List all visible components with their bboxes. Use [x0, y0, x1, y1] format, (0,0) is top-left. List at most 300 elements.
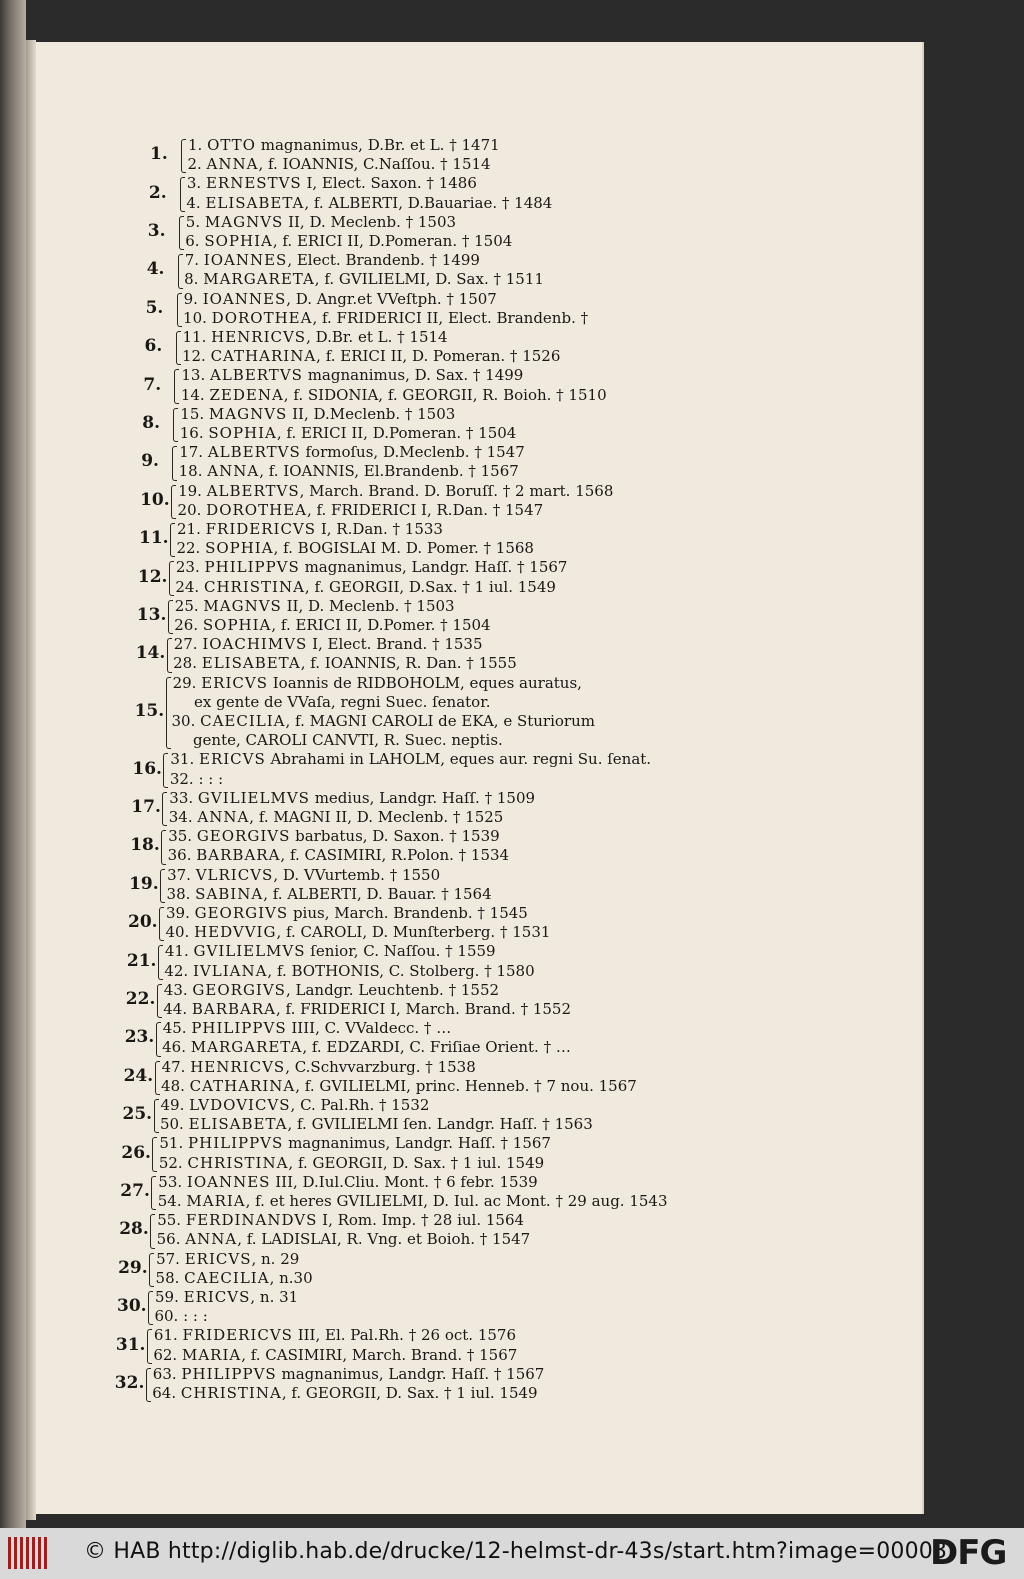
- genealogy-entry: [158, 1173, 537, 1192]
- entry-number: 55.: [157, 1211, 186, 1230]
- entry-number: 54.: [157, 1192, 187, 1210]
- entry-name: SABINA: [195, 884, 264, 903]
- genealogy-entry: [176, 558, 568, 577]
- entry-number: 23.: [175, 558, 205, 577]
- group-number: 5.: [145, 297, 164, 318]
- entry-text: , f. CASIMIRI, R.Polon. † 1534: [280, 846, 510, 865]
- entry-name: ALBERTVS: [207, 443, 301, 462]
- entry-number: 1.: [188, 136, 208, 154]
- entry-text: magnanimus, Landgr. Haſſ. † 1567: [299, 558, 568, 577]
- group-brace: [160, 869, 165, 903]
- entry-number: 33.: [169, 788, 198, 807]
- group-brace: [154, 1099, 159, 1133]
- entry-text: , D. Angr.et VVeſtph. † 1507: [286, 289, 497, 308]
- genealogy-entry: [159, 1134, 551, 1153]
- group-number: 6.: [144, 336, 163, 357]
- entry-number: 6.: [185, 232, 205, 250]
- entry-name: VLRICVS: [195, 865, 274, 884]
- entry-number: 26.: [174, 616, 203, 634]
- genealogy-entry: [163, 1019, 452, 1038]
- genealogy-entry: [184, 270, 544, 289]
- entry-name: IOANNES: [202, 289, 287, 308]
- group-number: 23.: [124, 1027, 155, 1048]
- group-number: 8.: [142, 413, 161, 433]
- group-brace: [178, 254, 183, 288]
- entry-text: , n.30: [269, 1268, 313, 1287]
- group-number: 22.: [125, 989, 156, 1009]
- entry-name: CATHARINA: [189, 1076, 296, 1095]
- dfg-logo: DFG: [930, 1533, 1007, 1573]
- entry-number: 3.: [186, 174, 206, 193]
- entry-name: GEORGIVS: [194, 904, 289, 922]
- entry-text: , f. EDZARDI, C. Friſiae Orient. † …: [302, 1038, 571, 1057]
- entry-number: 7.: [184, 251, 204, 270]
- entry-name: BARBARA: [196, 846, 281, 865]
- entry-name: MARIA: [186, 1192, 246, 1210]
- group-brace: [161, 830, 166, 864]
- book-spine-shadow: [26, 40, 36, 1520]
- entry-number: 59.: [155, 1288, 184, 1306]
- genealogy-entry: [162, 1038, 571, 1057]
- entry-text: formoſus, D.Meclenb. † 1547: [300, 443, 525, 462]
- entry-number: 24.: [175, 577, 204, 596]
- group-number: 7.: [143, 374, 162, 395]
- entry-name: MARGARETA: [203, 270, 315, 289]
- entry-text: , f. MAGNI CAROLI de EKA, e Sturiorum: [285, 712, 595, 730]
- entry-number: 13.: [181, 366, 211, 385]
- entry-text: , C. Pal.Rh. † 1532: [290, 1096, 430, 1114]
- entry-number: 14.: [180, 385, 210, 404]
- genealogy-entry: [177, 520, 443, 539]
- entry-number: 5.: [185, 212, 205, 231]
- genealogy-entry: [156, 1250, 299, 1269]
- entry-text: magnanimus, D. Sax. † 1499: [302, 366, 524, 385]
- entry-text: , f. FRIDERICI I, March. Brand. † 1552: [276, 1000, 572, 1018]
- entry-name: GVILIELMVS: [197, 788, 310, 807]
- entry-name: MAGNVS: [208, 404, 288, 423]
- group-brace: [167, 638, 172, 672]
- genealogy-entry: [161, 1077, 637, 1096]
- entry-number: 27.: [173, 635, 203, 654]
- entry-text: , D.Br. et L. † 1514: [306, 328, 448, 346]
- entry-number: 58.: [155, 1268, 185, 1287]
- entry-text: I, Elect. Saxon. † 1486: [301, 174, 477, 193]
- entry-text: , f. FRIDERICI I, R.Dan. † 1547: [306, 500, 544, 519]
- entry-name: SOPHIA: [204, 232, 273, 250]
- entry-text: II, D.Meclenb. † 1503: [287, 404, 456, 423]
- genealogy-entry: [160, 1115, 593, 1134]
- genealogy-entry: [157, 1211, 524, 1230]
- entry-name: IOANNES: [203, 251, 288, 270]
- genealogy-entry: [173, 654, 517, 673]
- entry-text: medius, Landgr. Haſſ. † 1509: [309, 788, 536, 807]
- group-brace: [151, 1176, 156, 1210]
- entry-name: MARIA: [181, 1345, 242, 1364]
- group-brace: [159, 907, 164, 941]
- group-number: 30.: [117, 1296, 147, 1317]
- entry-name: PHILIPPVS: [204, 558, 300, 577]
- entry-text: III, D.Iul.Cliu. Mont. † 6 febr. 1539: [270, 1172, 538, 1191]
- entry-number: 18.: [178, 462, 208, 481]
- entry-name: ANNA: [207, 462, 260, 481]
- entry-text: I, Elect. Brand. † 1535: [307, 635, 483, 654]
- entry-name: PHILIPPVS: [181, 1364, 277, 1383]
- group-number: 19.: [129, 873, 159, 894]
- genealogy-entry: [185, 232, 512, 251]
- genealogy-entry: [174, 635, 483, 654]
- entry-number: 39.: [166, 904, 195, 922]
- entry-text: II, D. Meclenb. † 1503: [283, 212, 457, 231]
- genealogy-entry: [168, 827, 500, 846]
- entry-text: , March. Brand. D. Boruſſ. † 2 mart. 1568: [299, 481, 614, 500]
- entry-number: 12.: [181, 347, 211, 366]
- group-brace: [148, 1291, 153, 1325]
- genealogy-entry: [163, 1000, 571, 1019]
- entry-text: , f. ALBERTI, D.Bauariae. † 1484: [304, 193, 553, 212]
- group-brace: [163, 753, 168, 787]
- genealogy-entry: [170, 750, 651, 769]
- entry-text: , f. GVILIELMI, D. Sax. † 1511: [314, 270, 544, 289]
- entry-text: , f. IOANNIS, C.Naſſou. † 1514: [258, 155, 491, 174]
- entry-number: 2.: [187, 155, 207, 174]
- entry-number: 43.: [163, 980, 193, 999]
- genealogy-entry: [168, 846, 509, 865]
- entry-number: 57.: [156, 1249, 185, 1268]
- genealogy-entry: [167, 885, 492, 904]
- entry-number: 62.: [153, 1345, 182, 1364]
- entry-number: 44.: [163, 1000, 192, 1018]
- scan-left-margin: [0, 0, 26, 1528]
- entry-number: 50.: [159, 1115, 189, 1134]
- genealogy-entry: [172, 712, 595, 731]
- entry-text: gente, CAROLI CANVTI, R. Suec. neptis.: [192, 731, 503, 750]
- entry-name: MAGNVS: [204, 212, 284, 231]
- entry-number: 37.: [167, 865, 196, 884]
- group-brace: [156, 1022, 161, 1056]
- group-brace: [169, 561, 174, 595]
- entry-name: GEORGIVS: [192, 980, 286, 999]
- entry-text: , f. IOANNIS, El.Brandenb. † 1567: [259, 462, 519, 481]
- entry-name: ANNA: [206, 155, 259, 174]
- entry-name: CAECILIA: [200, 712, 286, 730]
- entry-text: II, D. Meclenb. † 1503: [281, 596, 455, 615]
- footer-citation-link[interactable]: © HAB http://diglib.hab.de/drucke/12-helmst-dr-43s/start.htm?image=00003: [84, 1539, 948, 1564]
- entry-name: PHILIPPVS: [188, 1134, 284, 1153]
- group-number: 18.: [130, 835, 160, 856]
- entry-name: LVDOVICVS: [189, 1096, 291, 1114]
- group-number: 26.: [121, 1142, 151, 1163]
- genealogy-entry: [186, 213, 456, 232]
- group-number: 32.: [114, 1373, 145, 1393]
- entry-name: IOACHIMVS: [202, 635, 308, 654]
- genealogy-entry: [178, 501, 544, 520]
- entry-text: , n. 29: [251, 1249, 300, 1268]
- genealogy-entry: [179, 443, 525, 462]
- genealogy-entry: [180, 424, 517, 443]
- entry-name: SOPHIA: [208, 424, 277, 442]
- genealogy-entry: [193, 731, 503, 750]
- entry-number: 34.: [168, 808, 198, 826]
- group-brace: [176, 331, 181, 365]
- entry-text: , Landgr. Leuchtenb. † 1552: [285, 980, 500, 999]
- entry-text: , f. BOTHONIS, C. Stolberg. † 1580: [267, 961, 535, 980]
- genealogy-entry: [169, 808, 504, 827]
- group-number: 29.: [118, 1257, 148, 1278]
- genealogy-entry: [179, 462, 519, 481]
- group-brace: [177, 293, 182, 327]
- genealogy-entry: [181, 386, 607, 405]
- group-number: 25.: [122, 1104, 153, 1125]
- entry-number: 29.: [172, 673, 202, 692]
- genealogy-entry: [187, 174, 477, 193]
- entry-text: , Elect. Brandenb. † 1499: [287, 251, 480, 270]
- entry-text: , f. et heres GVILIELMI, D. Iul. ac Mont. † 29 aug. 1543: [245, 1192, 668, 1210]
- entry-text: magnanimus, Landgr. Haſſ. † 1567: [283, 1134, 551, 1153]
- group-brace: [180, 177, 185, 211]
- entry-name: ELISABETA: [205, 193, 305, 212]
- entry-name: ERICVS: [184, 1249, 252, 1268]
- entry-name: GVILIELMVS: [193, 942, 306, 961]
- entry-number: 16.: [179, 424, 209, 442]
- entry-text: Ioannis de RIDBOHOLM, eques auratus,: [267, 673, 582, 692]
- entry-name: ANNA: [197, 808, 250, 826]
- entry-text: , f. ERICI II, D.Pomeran. † 1504: [272, 232, 513, 250]
- entry-number: 8.: [184, 270, 204, 289]
- entry-number: 60.: [154, 1307, 184, 1326]
- entry-number: 25.: [174, 596, 204, 615]
- group-brace: [166, 677, 171, 750]
- entry-name: CATHARINA: [210, 347, 317, 366]
- group-brace: [168, 600, 173, 634]
- genealogy-entry: [167, 866, 440, 885]
- entry-text: , f. MAGNI II, D. Meclenb. † 1525: [249, 808, 504, 826]
- entry-text: , f. LADISLAI, R. Vng. et Boioh. † 1547: [237, 1230, 531, 1249]
- entry-number: 48.: [161, 1076, 190, 1095]
- entry-name: HEDVVIG: [194, 923, 277, 942]
- group-number: 11.: [139, 528, 169, 549]
- entry-number: 46.: [162, 1038, 191, 1057]
- group-number: 31.: [115, 1334, 146, 1355]
- group-number: 10.: [140, 489, 170, 510]
- group-brace: [158, 945, 163, 979]
- genealogy-entry: [182, 347, 560, 366]
- genealogy-entry: [170, 770, 223, 789]
- genealogy-entry: [183, 328, 448, 347]
- genealogy-entry: [156, 1269, 313, 1288]
- entry-name: ELISABETA: [201, 654, 301, 673]
- entry-name: MARGARETA: [190, 1038, 303, 1057]
- entry-number: 51.: [159, 1134, 189, 1153]
- entry-number: 22.: [176, 539, 206, 558]
- entry-name: CHRISTINA: [180, 1384, 282, 1402]
- entry-number: 40.: [165, 923, 195, 942]
- entry-number: 45.: [162, 1019, 192, 1038]
- entry-number: 17.: [179, 443, 208, 462]
- genealogy-entry: [161, 1096, 430, 1115]
- entry-name: BARBARA: [191, 1000, 277, 1018]
- entry-number: 41.: [164, 942, 194, 961]
- group-number: 2.: [148, 182, 167, 203]
- entry-name: HENRICVS: [211, 328, 307, 346]
- entry-name: CHRISTINA: [187, 1153, 289, 1172]
- genealogy-entry: [154, 1307, 207, 1326]
- group-number: 13.: [136, 605, 167, 625]
- genealogy-entry: [174, 616, 490, 635]
- genealogy-entry: [188, 136, 500, 155]
- genealogy-entry: [187, 155, 490, 174]
- entry-name: IVLIANA: [192, 961, 268, 980]
- group-brace: [174, 369, 179, 403]
- entry-number: 21.: [177, 520, 206, 538]
- genealogy-entry: [176, 539, 534, 558]
- group-number: 17.: [131, 797, 161, 817]
- entry-name: CAECILIA: [184, 1268, 270, 1287]
- group-brace: [150, 1214, 155, 1248]
- entry-number: 10.: [183, 308, 212, 327]
- entry-number: 30.: [171, 712, 201, 730]
- entry-name: PHILIPPVS: [191, 1019, 287, 1038]
- entry-number: 28.: [173, 654, 202, 673]
- entry-text: I, R.Dan. † 1533: [316, 520, 443, 538]
- group-brace: [171, 485, 176, 519]
- group-brace: [155, 1061, 160, 1095]
- entry-number: 56.: [156, 1230, 186, 1249]
- genealogy-entry: [186, 194, 552, 213]
- entry-name: ERICVS: [199, 750, 266, 769]
- group-number: 3.: [147, 221, 166, 241]
- genealogy-entry: [164, 981, 499, 1000]
- barcode-icon: [8, 1537, 48, 1569]
- entry-number: 32.: [169, 769, 199, 788]
- document-page: [36, 42, 922, 1514]
- entry-number: 20.: [177, 500, 207, 519]
- group-number: 16.: [132, 758, 162, 779]
- entry-name: HENRICVS: [190, 1057, 286, 1076]
- entry-name: CHRISTINA: [203, 577, 305, 596]
- group-brace: [147, 1329, 152, 1363]
- entry-text: IIII, C. VValdecc. † …: [286, 1019, 452, 1038]
- entry-text: , f. ERICI II, D.Pomer. † 1504: [271, 616, 491, 634]
- genealogy-entry: [183, 309, 588, 328]
- entry-text: , f. GEORGII, D. Sax. † 1 iul. 1549: [288, 1153, 545, 1172]
- entry-text: , f. ERICI II, D.Pomeran. † 1504: [276, 424, 517, 442]
- entry-number: 38.: [166, 884, 196, 903]
- entry-name: IOANNES: [186, 1172, 271, 1191]
- genealogy-entry: [162, 1058, 476, 1077]
- entry-number: 53.: [158, 1172, 187, 1191]
- entry-number: 49.: [160, 1096, 190, 1114]
- genealogy-entry: [169, 789, 535, 808]
- group-number: 21.: [126, 950, 157, 971]
- entry-number: 15.: [180, 404, 209, 423]
- entry-text: , f. CAROLI, D. Munſterberg. † 1531: [276, 923, 551, 942]
- entry-number: 4.: [186, 193, 206, 212]
- entry-text: , f. BOGISLAI M. D. Pomer. † 1568: [273, 539, 534, 558]
- entry-name: SOPHIA: [202, 616, 272, 634]
- entry-number: 63.: [152, 1364, 182, 1383]
- entry-text: magnanimus, D.Br. et L. † 1471: [255, 136, 500, 154]
- entry-text: , f. GEORGII, D.Sax. † 1 iul. 1549: [304, 577, 556, 596]
- group-number: 9.: [141, 451, 159, 472]
- genealogy-entry: [158, 1192, 668, 1211]
- entry-text: , f. IOANNIS, R. Dan. † 1555: [300, 654, 517, 673]
- genealogy-entry: [154, 1326, 516, 1345]
- genealogy-entry: [166, 904, 528, 923]
- entry-name: OTTO: [207, 136, 256, 154]
- entry-name: ALBERTVS: [206, 481, 300, 500]
- group-brace: [173, 408, 178, 442]
- entry-text: pius, March. Brandenb. † 1545: [288, 904, 528, 922]
- genealogy-entry: [165, 942, 496, 961]
- group-brace: [146, 1368, 151, 1402]
- entry-text: , f. ERICI II, D. Pomeran. † 1526: [316, 347, 561, 366]
- group-brace: [162, 792, 167, 826]
- genealogy-entry: [152, 1384, 537, 1403]
- group-brace: [179, 216, 184, 250]
- entry-name: ERNESTVS: [205, 174, 302, 193]
- genealogy-entry: [153, 1365, 545, 1384]
- entry-number: 42.: [164, 961, 193, 980]
- entry-text: , f. GVILIELMI, princ. Henneb. † 7 nou. 1567: [295, 1076, 637, 1095]
- entry-text: ſenior, C. Naſſou. † 1559: [305, 942, 496, 961]
- genealogy-entry: [185, 251, 480, 270]
- entry-text: , f. GVILIELMI ſen. Landgr. Haſſ. † 1563: [287, 1115, 593, 1134]
- group-number: 14.: [135, 643, 166, 664]
- entry-number: 47.: [161, 1057, 191, 1076]
- genealogy-entry: [178, 482, 613, 501]
- group-number: 20.: [128, 912, 158, 933]
- entry-text: , f. GEORGII, D. Sax. † 1 iul. 1549: [281, 1384, 538, 1402]
- group-number: 27.: [120, 1181, 150, 1201]
- entry-number: 11.: [182, 328, 212, 346]
- group-number: 28.: [119, 1219, 149, 1240]
- entry-name: FERDINANDVS: [185, 1211, 318, 1230]
- genealogy-entry: [181, 366, 523, 385]
- group-brace: [149, 1253, 154, 1287]
- group-number: 15.: [134, 701, 165, 721]
- entry-text: , f. SIDONIA, f. GEORGII, R. Boioh. † 1510: [283, 385, 607, 404]
- genealogy-entry: [180, 405, 455, 424]
- entry-name: FRIDERICVS: [182, 1326, 293, 1345]
- entry-text: Abrahami in LAHOLM, eques aur. regni Su. ſenat.: [265, 750, 652, 769]
- group-number: 12.: [137, 566, 168, 587]
- entry-number: 35.: [168, 827, 197, 846]
- entry-text: , C.Schvvarzburg. † 1538: [285, 1057, 476, 1076]
- genealogy-entry: [175, 578, 556, 597]
- genealogy-entry: [165, 923, 550, 942]
- entry-name: GEORGIVS: [196, 827, 291, 846]
- entry-text: , f. FRIDERICI II, Elect. Brandenb. †: [312, 308, 589, 327]
- entry-text: , f. ALBERTI, D. Bauar. † 1564: [263, 884, 492, 903]
- entry-name: DOROTHEA: [211, 308, 313, 327]
- entry-number: 64.: [152, 1384, 181, 1402]
- entry-name: SOPHIA: [205, 539, 274, 558]
- genealogy-entry: [153, 1346, 517, 1365]
- entry-name: FRIDERICVS: [205, 520, 317, 538]
- entry-name: ERICVS: [183, 1288, 251, 1306]
- entry-text: I, Rom. Imp. † 28 iul. 1564: [317, 1211, 525, 1230]
- entry-name: ANNA: [185, 1230, 238, 1249]
- group-brace: [172, 446, 177, 480]
- entry-text: ex gente de VVaſa, regni Suec. ſenator.: [194, 692, 491, 711]
- entry-number: 36.: [167, 846, 197, 865]
- entry-text: magnanimus, Landgr. Haſſ. † 1567: [276, 1364, 545, 1383]
- group-number: 1.: [150, 144, 168, 165]
- genealogy-entry: [173, 674, 582, 693]
- genealogy-entry: [194, 693, 490, 712]
- genealogy-entry: [164, 962, 534, 981]
- group-number: 4.: [146, 259, 165, 280]
